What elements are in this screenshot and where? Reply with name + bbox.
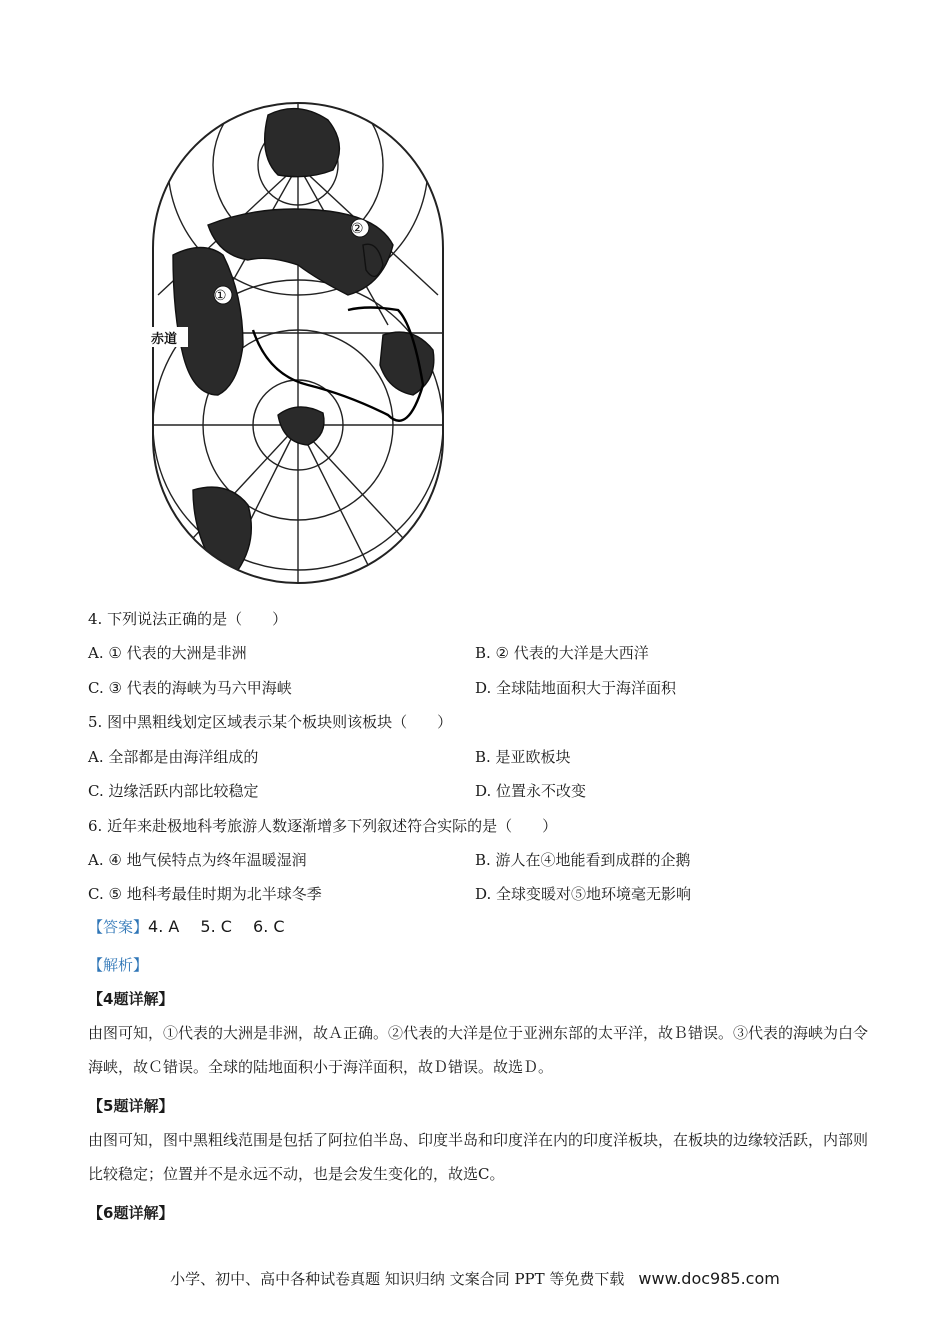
q6-option-c: C. ⑤ 地科考最佳时期为北半球冬季: [88, 885, 322, 903]
q5-option-a: A. 全部都是由海洋组成的: [88, 748, 259, 766]
footer-text: 小学、初中、高中各种试卷真题 知识归纳 文案合同 PPT 等免费下载: [170, 1270, 625, 1288]
answer-text: 4. A 5. C 6. C: [148, 917, 285, 936]
analysis-tag: 【解析】: [88, 956, 149, 974]
q4-option-b: B. ② 代表的大洋是大西洋: [475, 644, 649, 662]
q6-stem: 6. 近年来赴极地科考旅游人数逐渐增多下列叙述符合实际的是（ ）: [88, 817, 558, 835]
q4-option-d: D. 全球陆地面积大于海洋面积: [475, 679, 677, 697]
detail4-heading: 【4题详解】: [88, 990, 174, 1008]
marker-1: ①: [214, 288, 227, 304]
detail4-text: 由图可知，①代表的大洲是非洲，故Ａ正确。②代表的大洋是位于亚洲东部的太平洋，故Ｂ错误。③代表的海峡为白令海峡，故Ｃ错误。全球的陆地面积小于海洋面积，故Ｄ错误。故选Ｄ。: [88, 1024, 869, 1076]
detail6-heading: 【6题详解】: [88, 1204, 174, 1222]
q6-option-d: D. 全球变暖对⑤地环境毫无影响: [475, 885, 692, 903]
detail5-text: 由图可知，图中黑粗线范围是包括了阿拉伯半岛、印度半岛和印度洋在内的印度洋板块，在板块的边缘较活跃，内部则比较稳定；位置并不是永远不动，也是会发生变化的，故选C。: [88, 1131, 869, 1183]
world-map-figure: [148, 95, 448, 590]
equator-label: 赤道: [151, 332, 178, 347]
answer-tag: 【答案】: [88, 918, 149, 936]
q6-option-a: A. ④ 地气侯特点为终年温暖湿润: [88, 851, 307, 869]
footer-url[interactable]: www.doc985.com: [638, 1269, 780, 1288]
footer: [0, 1268, 950, 1289]
q5-option-d: D. 位置永不改变: [475, 782, 587, 800]
q5-option-c: C. 边缘活跃内部比较稳定: [88, 782, 259, 800]
q6-option-b: B. 游人在④地能看到成群的企鹅: [475, 851, 691, 869]
q5-stem: 5. 图中黑粗线划定区域表示某个板块则该板块（ ）: [88, 713, 453, 731]
detail5-heading: 【5题详解】: [88, 1097, 174, 1115]
answer-line: [88, 917, 285, 937]
q4-option-c: C. ③ 代表的海峡为马六甲海峡: [88, 679, 292, 697]
marker-2: ②: [351, 221, 364, 237]
q4-stem: 4. 下列说法正确的是（ ）: [88, 610, 288, 628]
q4-option-a: A. ① 代表的大洲是非洲: [88, 644, 247, 662]
q5-option-b: B. 是亚欧板块: [475, 748, 571, 766]
